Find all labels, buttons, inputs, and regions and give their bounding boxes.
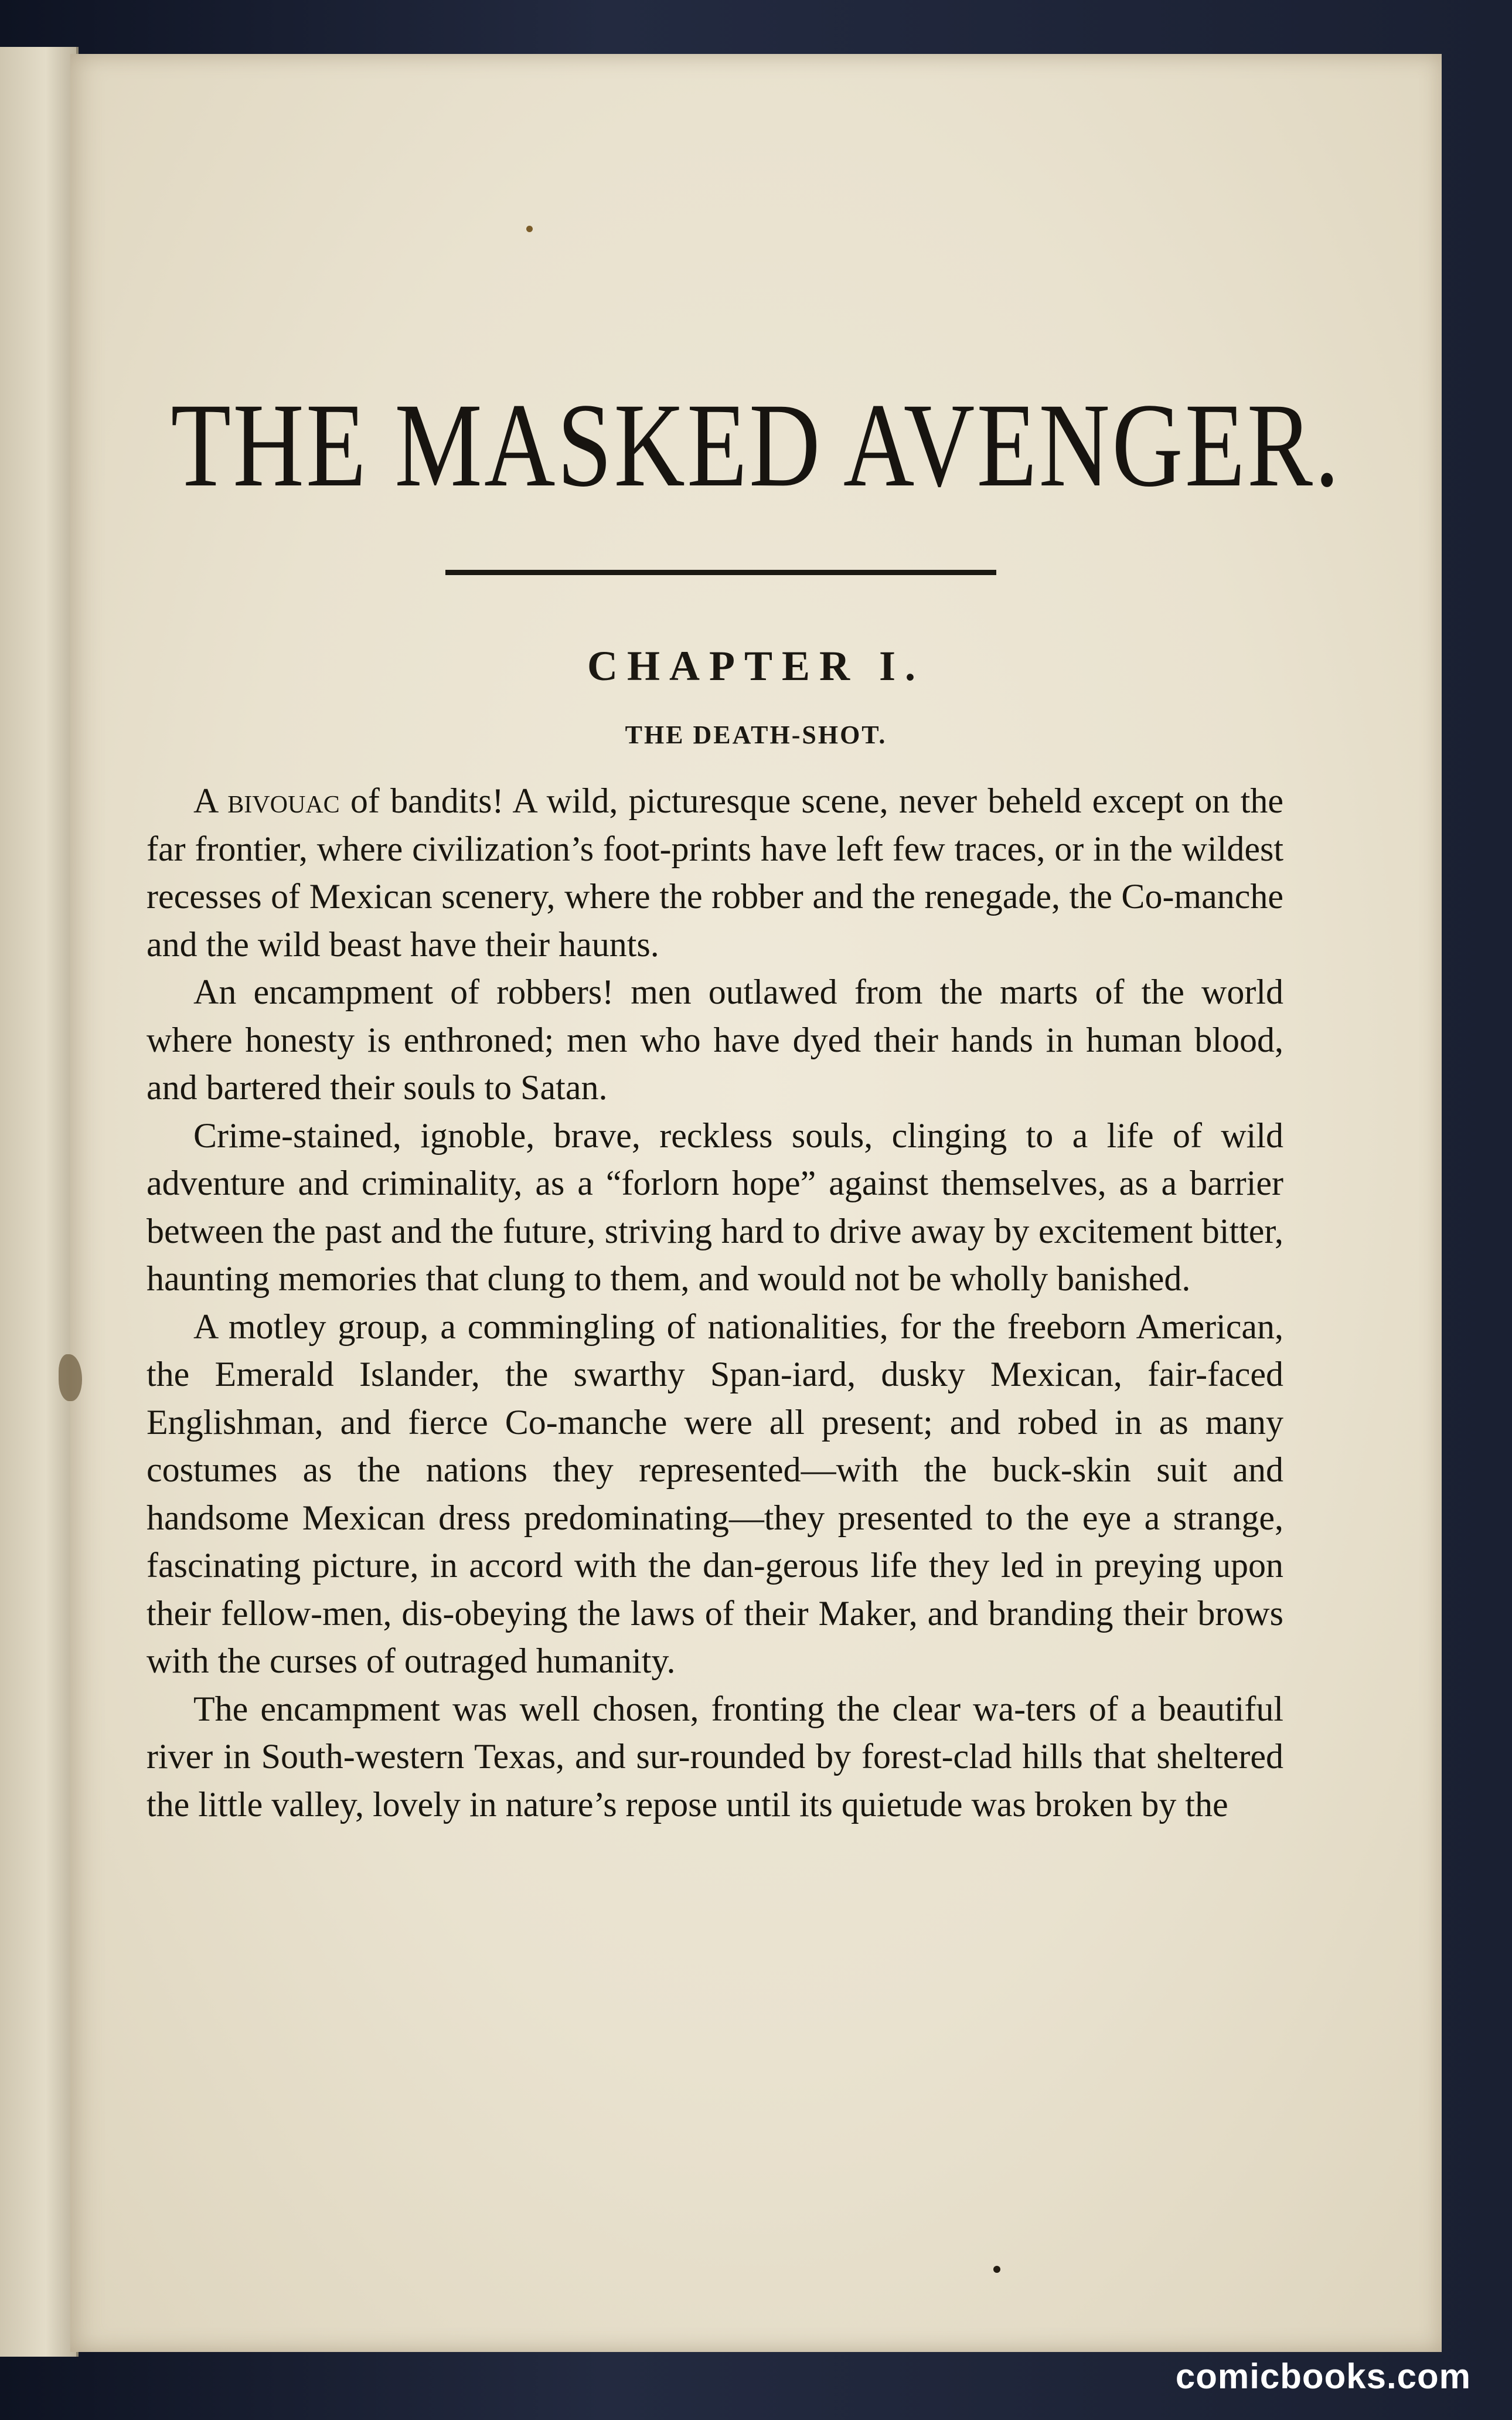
paragraph-3: Crime-stained, ignoble, brave, reckless souls, clinging to a life of wild adventure and criminality, as a “forlorn hope” against themselves, as a barrier between the past and the future, striving hard to drive away by excitement bitter, haunting memories that clung to them, and would not be wholly banished. bbox=[147, 1116, 1283, 1298]
paragraph-4: A motley group, a commingling of nationalities, for the freeborn American, the Emerald Islander, the swarthy Span-iard, dusky Mexican, fair-faced Englishman, and fierce Co-manche were all present; and robed in as many costumes as the nations they represented—with the buck-skin suit and handsome Mexican dress predominating—they presented to the eye a strange, fascinating picture, in accord with the dan-gerous life they led in preying upon their fellow-men, dis-obeying the laws of their Maker, and branding their brows with the curses of outraged humanity. bbox=[147, 1307, 1283, 1680]
watermark: comicbooks.com bbox=[1175, 2357, 1471, 2396]
paragraph-5: The encampment was well chosen, fronting the clear wa-ters of a beautiful river in South-western Texas, and sur-rounded by forest-clad hills that sheltered the little valley, lovely in nature’s repose until its quietude was broken by the bbox=[147, 1689, 1283, 1824]
body-text bbox=[147, 777, 1283, 1828]
chapter-heading: CHAPTER I. bbox=[587, 643, 925, 689]
previous-page-edge bbox=[0, 47, 79, 2357]
book-title: THE MASKED AVENGER. bbox=[171, 379, 1341, 512]
ink-speck bbox=[526, 226, 533, 232]
paragraph-1 bbox=[147, 777, 1283, 968]
paragraph-1-lead: A bivouac bbox=[193, 781, 340, 820]
paragraph-2: An encampment of robbers! men outlawed from the marts of the world where honesty is enthroned; men who have dyed their hands in human blood, and bartered their souls to Satan. bbox=[147, 973, 1283, 1107]
ink-speck-bottom bbox=[993, 2266, 1000, 2273]
paragraph-1-text: of bandits! A wild, picturesque scene, never beheld except on the far frontier, where civilization’s foot-prints have left few traces, or in the wildest recesses of Mexican scenery, where the robber and the renegade, the Co-manche and the wild beast have their haunts. bbox=[147, 781, 1283, 964]
title-rule bbox=[445, 570, 996, 575]
chapter-title: THE DEATH-SHOT. bbox=[625, 720, 887, 749]
